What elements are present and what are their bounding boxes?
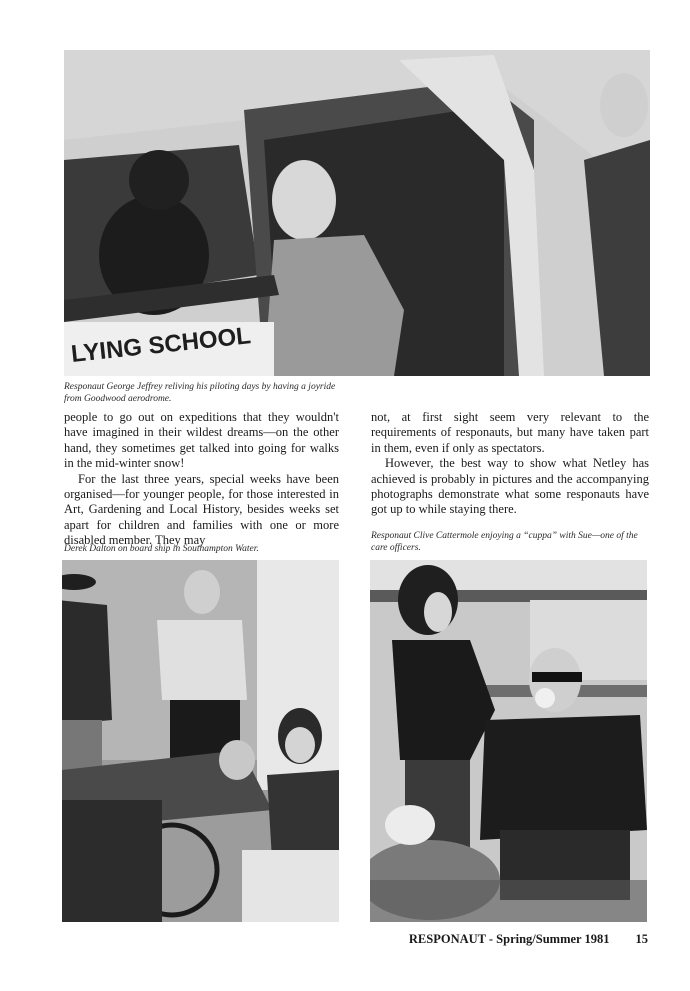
photo-cuppa bbox=[370, 560, 647, 922]
right-paragraph-1: not, at first sight seem very relevant to the requirements of responauts, but many have taken part in them, even if only as spectators. bbox=[371, 410, 649, 455]
left-column-text bbox=[64, 410, 339, 549]
right-column-text bbox=[371, 410, 649, 518]
page-number: 15 bbox=[635, 932, 648, 946]
plane-caption: Responaut George Jeffrey reliving his piloting days by having a joyride from Goodwood aerodrome. bbox=[64, 382, 336, 404]
cuppa-caption: Responaut Clive Cattermole enjoying a “cuppa” with Sue—one of the care officers. bbox=[371, 531, 638, 553]
left-paragraph-2: For the last three years, special weeks have been organised—for younger people, for those interested in Art, Gardening and Local History, besides weeks set apart for children and families with one or more disabled member. They may bbox=[64, 471, 339, 548]
left-paragraph-1: people to go out on expeditions that they wouldn't have imagined in their wildest dreams—on the other hand, they sometimes get talked into going for walks in the mid-winter snow! bbox=[64, 410, 339, 471]
photo-plane bbox=[64, 50, 650, 376]
plane-sign-text: LYING SCHOOL bbox=[69, 322, 253, 368]
ship-caption: Derek Dalton on board ship in Southampton Water. bbox=[64, 544, 259, 554]
photo-ship bbox=[62, 560, 339, 922]
right-paragraph-2: However, the best way to show what Netley has achieved is probably in pictures and the accompanying photographs demonstrate what some responauts have got up to while staying there. bbox=[371, 456, 649, 517]
page-footer bbox=[409, 932, 648, 947]
publication-title: RESPONAUT - Spring/Summer 1981 bbox=[408, 932, 610, 946]
